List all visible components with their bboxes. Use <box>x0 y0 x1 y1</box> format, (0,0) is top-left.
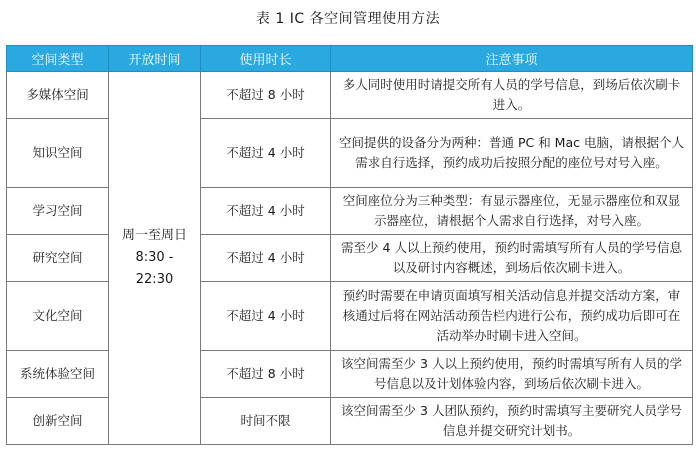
space-type-cell: 文化空间 <box>7 282 109 351</box>
duration-cell: 不超过 4 小时 <box>201 188 331 235</box>
notes-cell: 空间提供的设备分为两种：普通 PC 和 Mac 电脑，请根据个人需求自行选择，预约成功后按照分配的座位号对号入座。 <box>331 119 693 188</box>
notes-cell: 空间座位分为三种类型：有显示器座位，无显示器座位和双显示器座位，请根据个人需求自行选择，对号入座。 <box>331 188 693 235</box>
duration-cell: 不超过 8 小时 <box>201 351 331 398</box>
table-caption: 表 1 IC 各空间管理使用方法 <box>255 11 441 27</box>
open-hours-cell <box>109 72 201 445</box>
duration-cell: 不超过 4 小时 <box>201 235 331 282</box>
open-hours-days: 周一至周日 <box>121 228 187 243</box>
header-row <box>7 46 693 72</box>
header-space-type: 空间类型 <box>7 46 109 72</box>
duration-cell: 时间不限 <box>201 398 331 445</box>
notes-cell: 多人同时使用时请提交所有人员的学号信息，到场后依次刷卡进入。 <box>331 72 693 119</box>
table-row <box>7 72 693 119</box>
space-type-cell: 研究空间 <box>7 235 109 282</box>
space-type-cell: 系统体验空间 <box>7 351 109 398</box>
duration-cell: 不超过 4 小时 <box>201 119 331 188</box>
duration-cell: 不超过 4 小时 <box>201 282 331 351</box>
space-management-table <box>6 45 693 445</box>
space-type-cell: 多媒体空间 <box>7 72 109 119</box>
notes-cell: 该空间需至少 3 人团队预约，预约时需填写主要研究人员学号信息并提交研究计划书。 <box>331 398 693 445</box>
notes-cell: 该空间需至少 3 人以上预约使用，预约时需填写所有人员的学号信息以及计划体验内容，到场后依次刷卡进入。 <box>331 351 693 398</box>
header-notes: 注意事项 <box>331 46 693 72</box>
notes-cell: 预约时需要在申请页面填写相关活动信息并提交活动方案，审核通过后将在网站活动预告栏内进行公布，预约成功后即可在活动举办时刷卡进入空间。 <box>331 282 693 351</box>
space-type-cell: 创新空间 <box>7 398 109 445</box>
notes-cell: 需至少 4 人以上预约使用，预约时需填写所有人员的学号信息以及研讨内容概述，到场后依次刷卡进入。 <box>331 235 693 282</box>
space-type-cell: 知识空间 <box>7 119 109 188</box>
duration-cell: 不超过 8 小时 <box>201 72 331 119</box>
header-duration: 使用时长 <box>201 46 331 72</box>
open-hours-start: 8:30 - <box>135 250 174 265</box>
header-open-hours: 开放时间 <box>109 46 201 72</box>
open-hours-end: 22:30 <box>135 272 174 287</box>
space-type-cell: 学习空间 <box>7 188 109 235</box>
